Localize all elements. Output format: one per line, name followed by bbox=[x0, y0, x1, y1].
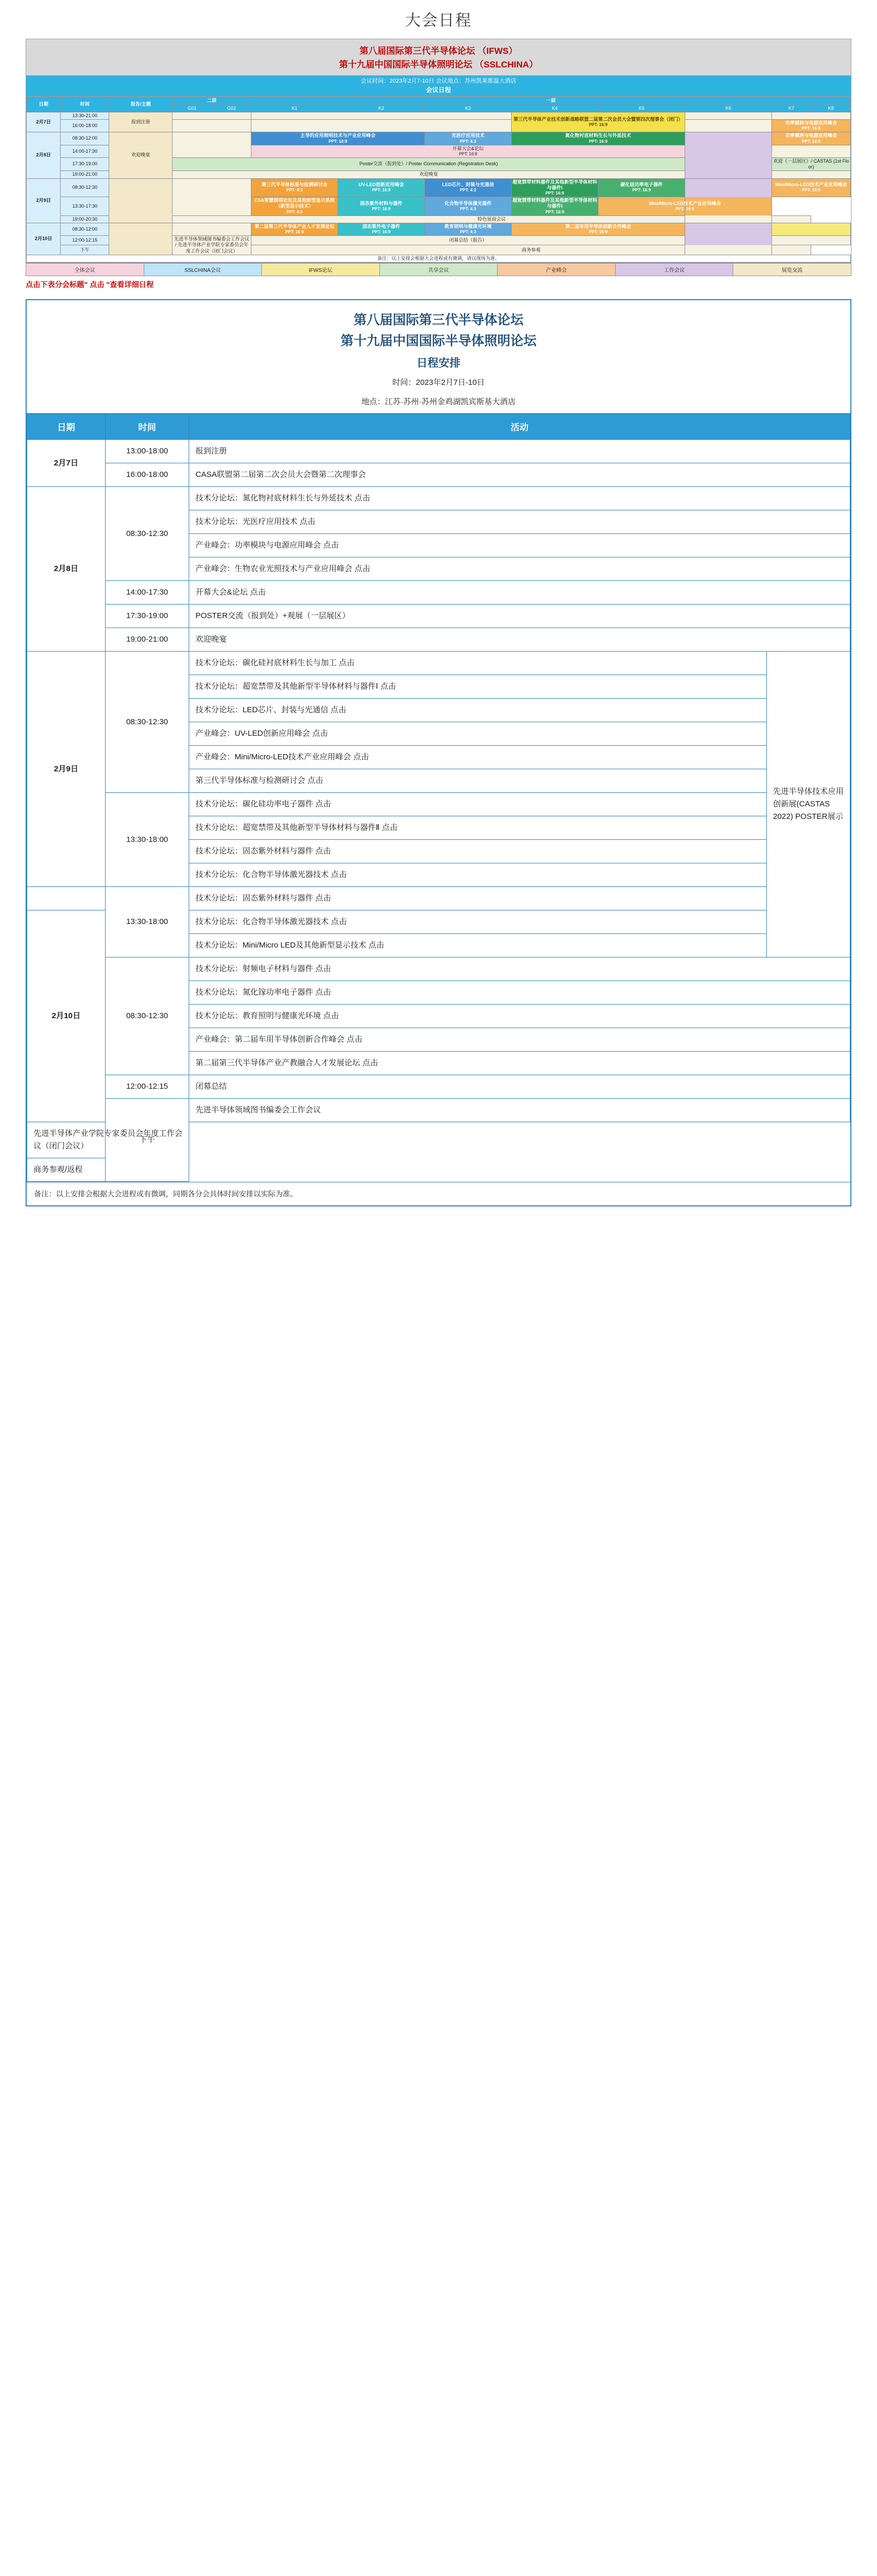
cell-blank-4 bbox=[771, 112, 850, 119]
cell-minimicro-summit-2-ppt: PPT: 16:9 bbox=[675, 206, 695, 211]
page-title: 大会日程 bbox=[405, 12, 472, 29]
click-label-0210-4[interactable]: 点击 bbox=[347, 1035, 363, 1044]
cell-compound-laser-label: 化合物半导体激光器件 bbox=[444, 200, 492, 206]
click-label-0209-8[interactable]: 点击 bbox=[382, 823, 398, 833]
row-time-0207-b: 16:00-18:00 bbox=[61, 120, 109, 132]
detail-title-line2: 第十九届中国国际半导体照明论坛 bbox=[340, 334, 537, 349]
row-time-0208-c: 17:30-19:00 bbox=[61, 157, 109, 171]
detail-activity-0210-5-label: 第二届第三代半导体产业产教融合人才发展论坛 bbox=[195, 1058, 361, 1068]
detail-activity-0208-3[interactable] bbox=[189, 534, 850, 557]
click-label-0209-10[interactable]: 点击 bbox=[331, 870, 347, 880]
row-date-0207: 2月7日 bbox=[27, 112, 61, 132]
cell-poster-exhibition[interactable] bbox=[771, 157, 850, 171]
cell-ultrawide-1-ppt: PPT: 16:9 bbox=[545, 191, 564, 196]
detail-time-0207-b: 16:00-18:00 bbox=[106, 463, 189, 487]
cell-photomed-summit-ppt: PPT: 18:9 bbox=[328, 139, 348, 144]
detail-activity-0208-3-label: 产业峰会：功率模块与电源应用峰会 bbox=[195, 541, 321, 550]
detail-activity-cont-2-label: 技术分论坛：化合物半导体激光器技术 bbox=[195, 917, 329, 927]
col-k4: K4 bbox=[512, 105, 598, 112]
detail-activity-0209-2[interactable] bbox=[189, 675, 767, 699]
poster-meta-line: 会议时间：2023年2月7-10日 会议地点：苏州凯莱都温大酒店 bbox=[361, 78, 516, 84]
click-label-0209-1[interactable]: 点击 bbox=[339, 658, 355, 668]
cell-uvled-summit-label: UV-LED创新应用峰会 bbox=[359, 182, 405, 188]
cell-sic-power[interactable] bbox=[598, 178, 685, 197]
cell-minimicro-summit-2-label: Mini/Micro-LED技术产业应用峰会 bbox=[649, 200, 721, 206]
cell-solid-uv-device-ppt: PPT: 16:9 bbox=[372, 230, 391, 235]
cell-compound-laser-ppt: PPT: 4:3 bbox=[459, 206, 477, 211]
detail-time: 时间：2023年2月7日-10日 bbox=[392, 378, 485, 387]
detail-time-0210-morning: 08:30-12:30 bbox=[106, 958, 189, 1075]
detail-title-line3: 日程安排 bbox=[417, 357, 460, 370]
cell-csa-smart-lighting[interactable] bbox=[251, 197, 338, 216]
cell-opening-plenary-ppt: PPT: 16:9 bbox=[459, 151, 477, 156]
detail-activity-registration: 报到注册 bbox=[189, 440, 850, 463]
cell-business-visit-label: 商务参观 bbox=[522, 247, 541, 253]
row-time-0209-a: 08:30-12:30 bbox=[61, 178, 109, 197]
col-k1: K1 bbox=[251, 105, 338, 112]
detail-activity-0210-2[interactable] bbox=[189, 981, 850, 1005]
cell-talent-forum[interactable] bbox=[251, 223, 338, 235]
table-row bbox=[27, 487, 850, 510]
cell-standard-workshop-label: 第三代半导体标准与检测研讨会 bbox=[261, 182, 328, 188]
cell-led-chip-label: LED芯片、封装与光通信 bbox=[442, 182, 494, 188]
detail-activity-cont-2[interactable] bbox=[189, 910, 767, 934]
cell-vendor-meeting-label: 特色展商会议 bbox=[477, 216, 506, 222]
graphic-schedule-header bbox=[26, 39, 851, 76]
detail-activity-dinner: 欢迎晚宴 bbox=[189, 628, 850, 652]
cell-photomed-tech-ppt: PPT: 4:3 bbox=[459, 139, 477, 144]
col-k7: K7 bbox=[771, 105, 811, 112]
detail-activity-0210-4-label: 产业峰会：第二届车用半导体创新合作峰会 bbox=[195, 1035, 345, 1044]
cell-photomed-summit[interactable] bbox=[251, 132, 425, 145]
cell-blank-5 bbox=[172, 120, 251, 132]
cell-solid-uv-device-label: 固态紫外电子器件 bbox=[362, 223, 400, 229]
col-floor2: 二层 bbox=[172, 97, 251, 105]
detail-activity-opening[interactable] bbox=[189, 581, 850, 605]
cell-exhibition-column bbox=[685, 132, 771, 178]
detail-time-0210-closing: 12:00-12:15 bbox=[106, 1075, 189, 1099]
cell-ultrawide-2-label: 超宽禁带材料器件及其他新型半导体材料与器件Ⅰ bbox=[512, 198, 597, 209]
cell-gan-substrate-ppt: PPT: 16:9 bbox=[588, 139, 608, 144]
detail-activity-0209-9[interactable] bbox=[189, 840, 767, 863]
table-row bbox=[27, 958, 850, 981]
cell-blank-13 bbox=[771, 236, 850, 245]
cell-reg-poster-0208-label: 欢迎晚宴 bbox=[131, 152, 151, 158]
cell-talent-forum-ppt: PPT: 16:9 bbox=[285, 230, 304, 235]
row-time-0208-a: 08:30-12:00 bbox=[61, 132, 109, 145]
col-floor1: 一层 bbox=[251, 97, 851, 105]
click-label-0210-3[interactable]: 点击 bbox=[323, 1011, 339, 1021]
cell-ultrawide-1[interactable] bbox=[512, 178, 598, 197]
detail-activity-0209-6-label: 第三代半导体标准与检测研讨会 bbox=[195, 776, 306, 785]
detail-col-activity: 活动 bbox=[189, 414, 850, 440]
click-label-0209-5[interactable]: 点击 bbox=[353, 753, 369, 762]
detail-activity-0209-8-label: 技术分论坛：超宽禁带及其他新型半导体材料与器件Ⅱ bbox=[195, 823, 380, 833]
cell-solid-uv-device[interactable] bbox=[338, 223, 425, 235]
cell-minimicro-summit-2[interactable] bbox=[598, 197, 772, 216]
click-label-0208-1[interactable]: 点击 bbox=[354, 494, 371, 503]
detail-activity-0209-6[interactable] bbox=[189, 769, 767, 793]
cell-poster-communication-label: Poster交流（报到处）/ Poster Communication (Registration Desk) bbox=[359, 161, 498, 167]
detail-side-castas: 先进半导体技术应用创新展(CASTAS 2022) POSTER展示 bbox=[767, 652, 850, 958]
cell-reg-0210 bbox=[109, 223, 172, 255]
cell-closing-summary-label: 闭幕总结（报告） bbox=[449, 237, 487, 243]
cell-auto-semiconductor-summit-ppt: PPT: 16:9 bbox=[588, 230, 608, 235]
detail-activity-cont-3[interactable] bbox=[189, 934, 767, 958]
cell-blank-11 bbox=[172, 178, 251, 215]
table-row bbox=[27, 132, 851, 145]
click-label-cont-3[interactable]: 点击 bbox=[368, 941, 384, 950]
detail-activity-cont-1[interactable] bbox=[189, 887, 767, 910]
col-g02: G02 bbox=[212, 105, 251, 112]
detail-table bbox=[27, 413, 850, 1182]
table-row bbox=[27, 112, 851, 119]
cell-ultrawide-2-ppt: PPT: 16:9 bbox=[545, 209, 564, 214]
click-label-cont-1[interactable]: 点击 bbox=[315, 894, 331, 903]
detail-time-0208-poster: 17:30-19:00 bbox=[106, 605, 189, 628]
table-header-row bbox=[27, 97, 851, 105]
detail-activity-0209-8[interactable] bbox=[189, 816, 767, 840]
detail-time-0209-morning: 08:30-12:30 bbox=[106, 652, 189, 793]
click-label-0209-4[interactable]: 点击 bbox=[312, 729, 328, 738]
detail-title-line1: 第八届国际第三代半导体论坛 bbox=[353, 313, 524, 328]
detail-activity-casa-meeting: CASA联盟第二届第二次会员大会暨第二次理事会 bbox=[189, 463, 850, 487]
row-date-0209: 2月9日 bbox=[27, 178, 61, 223]
cell-talent-forum-label: 第二届第三代半导体产业人才发展论坛 bbox=[255, 223, 335, 229]
col-k5: K5 bbox=[598, 105, 685, 112]
col-k8: K8 bbox=[811, 105, 851, 112]
cell-workmeetings bbox=[172, 236, 251, 255]
detail-activity-opening-label: 开幕大会&论坛 bbox=[195, 588, 248, 597]
cell-vendor-meeting bbox=[172, 215, 811, 223]
cell-workmeetings-label: 先进半导体领域图书编委会工作会议 / 先进半导体产业学院专家委员会年度工作会议（闭门会议） bbox=[174, 236, 250, 254]
cell-welcome-dinner bbox=[172, 171, 685, 178]
cell-blank-3 bbox=[685, 112, 771, 119]
cell-blank-2 bbox=[251, 112, 512, 119]
row-date-0208: 2月8日 bbox=[27, 132, 61, 178]
detail-activity-0210-5[interactable] bbox=[189, 1052, 850, 1075]
row-time-0208-d: 19:00-21:00 bbox=[61, 171, 109, 178]
click-label-0210-1[interactable]: 点击 bbox=[315, 964, 331, 974]
detail-activity-0209-4-label: 产业峰会：UV-LED创新应用峰会 bbox=[195, 729, 310, 738]
cell-power-module-summit-0208-label: 功率模块与电源应用峰会 bbox=[785, 133, 837, 139]
click-label-0210-5[interactable]: 点击 bbox=[362, 1058, 378, 1068]
detail-activity-0210-1-label: 技术分论坛：射频电子材料与器件 bbox=[195, 964, 314, 974]
row-date-0210: 2月10日 bbox=[27, 223, 61, 255]
cell-power-module-summit-0207[interactable] bbox=[771, 120, 850, 132]
click-label-0210-2[interactable]: 点击 bbox=[315, 988, 331, 997]
cell-registration: 报到注册 bbox=[109, 112, 172, 132]
cell-blank-12 bbox=[172, 223, 251, 235]
detail-activity-0210-2-label: 技术分论坛：氮化镓功率电子器件 bbox=[195, 988, 314, 997]
detail-activity-0209-7-label: 技术分论坛：碳化硅功率电子器件 bbox=[195, 800, 314, 809]
detail-date-0210: 2月10日 bbox=[27, 910, 106, 1122]
cell-auto-semiconductor-summit[interactable] bbox=[512, 223, 685, 235]
detail-activity-0209-10[interactable] bbox=[189, 863, 767, 887]
cell-power-module-summit-0208-ppt: PPT: 16:9 bbox=[802, 139, 821, 144]
detail-date-0207: 2月7日 bbox=[27, 440, 106, 487]
detail-activity-0210-4[interactable] bbox=[189, 1028, 850, 1052]
click-label-0209-2[interactable]: 点击 bbox=[380, 682, 396, 691]
detail-place: 地点：江苏·苏州·苏州金鸡湖凯宾斯基大酒店 bbox=[361, 397, 516, 407]
cell-csa-smart-lighting-ppt: PPT: 4:3 bbox=[286, 209, 303, 214]
detail-header bbox=[27, 300, 850, 413]
cell-uvled-summit[interactable] bbox=[338, 178, 425, 197]
detail-time-0208-afternoon: 14:00-17:30 bbox=[106, 581, 189, 605]
detail-header-row bbox=[27, 414, 850, 440]
cell-power-module-summit-0208[interactable] bbox=[771, 132, 850, 145]
detail-activity-0210-3[interactable] bbox=[189, 1005, 850, 1028]
detail-activity-0209-5[interactable] bbox=[189, 746, 767, 769]
cell-minimicro-summit[interactable] bbox=[771, 178, 850, 197]
click-label-opening[interactable]: 点击 bbox=[250, 588, 266, 597]
detail-activity-cont-3-label: 技术分论坛：Mini/Micro LED及其他新型显示技术 bbox=[195, 941, 366, 950]
poster-schedule-label: 会议日程 bbox=[425, 86, 451, 94]
cell-welcome-dinner-label: 欢迎晚宴 bbox=[419, 172, 438, 177]
click-label-0209-3[interactable]: 点击 bbox=[330, 705, 347, 715]
detail-activity-0208-2[interactable] bbox=[189, 510, 850, 534]
legend-exhibition[interactable]: 展览交流 bbox=[733, 264, 851, 276]
cell-blank-6 bbox=[251, 120, 512, 132]
poster-title-line2: 第十九届中国国际半导体照明论坛 （SSLCHINA） bbox=[339, 59, 538, 70]
cell-casa-member-meeting-label: 第三代半导体产业技术创新战略联盟二届第二次会员大会暨第四次理事会（闭门） bbox=[513, 116, 683, 122]
cell-reg-0209 bbox=[109, 178, 172, 223]
detail-activity-0209-9-label: 技术分论坛：固态紫外材料与器件 bbox=[195, 847, 314, 856]
legend-shared[interactable]: 共享会议 bbox=[379, 264, 498, 276]
detail-activity-pm-3: 商务参观/返程 bbox=[27, 1158, 189, 1182]
row-time-0210-b: 12:00-12:15 bbox=[61, 236, 109, 245]
cell-education-lighting-ppt: PPT: 4:3 bbox=[459, 230, 477, 235]
detail-activity-0209-3[interactable] bbox=[189, 699, 767, 722]
cell-blank-10 bbox=[771, 171, 850, 178]
cell-led-chip-ppt: PPT: 4:3 bbox=[459, 188, 477, 193]
poster-note-row bbox=[27, 255, 851, 262]
cell-sic-power-label: 碳化硅功率电子器件 bbox=[620, 182, 663, 188]
detail-activity-0209-7[interactable] bbox=[189, 793, 767, 816]
detail-activity-pm-1: 先进半导体领域图书编委会工作会议 bbox=[189, 1099, 850, 1122]
row-time-0207-a: 13:30-21:00 bbox=[61, 112, 109, 119]
detail-col-time: 时间 bbox=[106, 414, 189, 440]
detail-activity-0210-3-label: 技术分论坛：教育照明与健康光环境 bbox=[195, 1011, 321, 1021]
detail-activity-cont-1-label: 技术分论坛：固态紫外材料与器件 bbox=[195, 894, 314, 903]
cell-photomed-tech[interactable] bbox=[425, 132, 512, 145]
col-k2: K2 bbox=[338, 105, 425, 112]
poster-subheader bbox=[26, 76, 851, 97]
graphic-schedule bbox=[26, 39, 851, 263]
table-row bbox=[27, 581, 850, 605]
cell-casa-member-meeting-ppt: PPT: 16:9 bbox=[588, 122, 608, 128]
cell-ultrawide-1-label: 超宽禁带材料器件及其他新型半导体材料与器件Ⅰ bbox=[512, 179, 597, 190]
cell-blank-7 bbox=[685, 120, 771, 132]
detail-footer-note: 备注：以上安排会根据大会进程或有微调，同期各分会具体时间安排以实际为准。 bbox=[27, 1182, 850, 1205]
col-topic: 报告/主题 bbox=[109, 97, 172, 112]
detail-activity-0209-3-label: 技术分论坛：LED芯片、封装与光通信 bbox=[195, 705, 329, 715]
cell-standard-workshop[interactable] bbox=[251, 178, 338, 197]
detail-activity-0209-5-label: 产业峰会：Mini/Micro-LED技术产业应用峰会 bbox=[195, 753, 351, 762]
row-time-0210-c: 下午 bbox=[61, 245, 109, 255]
detail-time-0208-morning: 08:30-12:30 bbox=[106, 487, 189, 581]
detail-time-cont: 13:30-18:00 bbox=[106, 887, 189, 958]
cell-closing-summary bbox=[251, 236, 685, 245]
cell-education-lighting[interactable] bbox=[425, 223, 512, 235]
table-row bbox=[27, 887, 850, 910]
row-time-0209-b: 13:30-17:30 bbox=[61, 197, 109, 216]
detail-time-0210-pm: 下午 bbox=[106, 1099, 189, 1182]
cell-auto-semiconductor-summit-label: 第二届车用半导体创新合作峰会 bbox=[565, 223, 631, 229]
cell-blank-9 bbox=[771, 145, 850, 157]
cell-minimicro-summit-label: Mini/Micro-LED技术产业应用峰会 bbox=[775, 182, 847, 188]
click-label-0209-9[interactable]: 点击 bbox=[315, 847, 331, 856]
cell-sic-power-ppt: PPT: 16:9 bbox=[632, 188, 651, 193]
detail-activity-0208-4-label: 产业峰会：生物农业光照技术与产业应用峰会 bbox=[195, 564, 353, 574]
detail-col-date: 日期 bbox=[27, 414, 106, 440]
cell-power-module-summit-0207-ppt: PPT: 16:9 bbox=[802, 126, 821, 131]
detail-activity-0208-2-label: 技术分论坛：光医疗应用技术 bbox=[195, 517, 298, 527]
click-label-0209-7[interactable]: 点击 bbox=[315, 800, 331, 809]
detail-activity-0209-10-label: 技术分论坛：化合物半导体激光器技术 bbox=[195, 870, 329, 880]
table-row bbox=[27, 793, 850, 816]
cell-power-module-summit-0207-label: 功率模块与电源应用峰会 bbox=[785, 120, 837, 126]
table-row bbox=[27, 652, 850, 675]
col-date: 日期 bbox=[27, 97, 61, 112]
poster-title-line1: 第八届国际第三代半导体论坛 （IFWS） bbox=[359, 46, 518, 56]
poster-note: 备注：以上安排会根据大会进程或有微调，请以现场为准。 bbox=[27, 255, 851, 262]
detail-activity-0208-1-label: 技术分论坛：氮化物衬底材料生长与外延技术 bbox=[195, 494, 353, 503]
detail-date-blank bbox=[27, 887, 106, 910]
detail-activity-pm-2: 先进半导体产业学院专家委员会年度工作会议（闭门会议） bbox=[27, 1122, 189, 1158]
cell-education-lighting-label: 教育照明与健康光环境 bbox=[444, 223, 492, 229]
col-time: 时间 bbox=[61, 97, 109, 112]
cell-poster-exhibition-label: 欢迎（一层展区）/ CASTAS (1st Floor) bbox=[773, 158, 849, 170]
table-row bbox=[27, 628, 850, 652]
col-g01: G01 bbox=[172, 105, 212, 112]
col-k6: K6 bbox=[685, 105, 771, 112]
table-row bbox=[27, 463, 850, 487]
click-label-0209-6[interactable]: 点击 bbox=[307, 776, 324, 785]
detail-time-0209-afternoon: 13:30-18:00 bbox=[106, 793, 189, 887]
cell-poster-communication[interactable] bbox=[172, 157, 685, 171]
detail-schedule bbox=[26, 299, 851, 1206]
cell-standard-workshop-ppt: PPT: 4:3 bbox=[286, 188, 303, 193]
detail-activity-0209-4[interactable] bbox=[189, 722, 767, 746]
cell-minimicro-summit-ppt: PPT: 16:9 bbox=[802, 188, 821, 193]
detail-time-0208-dinner: 19:00-21:00 bbox=[106, 628, 189, 652]
legend-sslchina[interactable]: SSLCHINA会议 bbox=[144, 264, 262, 276]
cell-csa-smart-lighting-label: CSA智慧照明论坛及其他新型显示系统（新型显示技术） bbox=[254, 198, 335, 209]
cell-casa-member-meeting[interactable] bbox=[512, 112, 685, 132]
row-time-0209-c: 19:00-20:30 bbox=[61, 215, 109, 223]
detail-time-0207-a: 13:00-18:00 bbox=[106, 440, 189, 463]
click-hint: 点击下表分会标题" 点击 "查看详细日程 bbox=[26, 280, 154, 289]
row-time-0208-b: 14:00-17:30 bbox=[61, 145, 109, 157]
cell-blank-1 bbox=[172, 112, 251, 119]
detail-date-0209: 2月9日 bbox=[27, 652, 106, 887]
detail-activity-0209-1[interactable] bbox=[189, 652, 767, 675]
cell-ultrawide-2[interactable] bbox=[512, 197, 598, 216]
detail-activity-closing: 闭幕总结 bbox=[189, 1075, 850, 1099]
cell-led-chip[interactable] bbox=[425, 178, 512, 197]
detail-activity-0208-1[interactable] bbox=[189, 487, 850, 510]
cell-solid-uv-ppt: PPT: 16:9 bbox=[372, 206, 391, 211]
cell-opening-plenary[interactable] bbox=[251, 145, 685, 157]
cell-photomed-summit-label: 主导的应用照明技术与产业应用峰会 bbox=[300, 133, 376, 139]
legend-ifws[interactable]: IFWS论坛 bbox=[262, 264, 380, 276]
table-row bbox=[27, 440, 850, 463]
detail-activity-0209-1-label: 技术分论坛：碳化硅衬底材料生长与加工 bbox=[195, 658, 337, 668]
click-label-0208-4[interactable]: 点击 bbox=[354, 564, 371, 574]
cell-blank-8 bbox=[172, 132, 251, 158]
detail-activity-0210-1[interactable] bbox=[189, 958, 850, 981]
cell-solid-uv-label: 固态紫外材料与器件 bbox=[360, 200, 403, 206]
click-label-0208-2[interactable]: 点击 bbox=[299, 517, 316, 527]
page-root bbox=[0, 0, 877, 1206]
cell-gan-substrate[interactable] bbox=[512, 132, 685, 145]
detail-activity-poster: POSTER交流（报到处）+观展（一层展区） bbox=[189, 605, 850, 628]
cell-closing-side bbox=[771, 223, 850, 235]
click-label-0208-3[interactable]: 点击 bbox=[323, 541, 339, 550]
detail-date-0208: 2月8日 bbox=[27, 487, 106, 652]
cell-reg-poster-0208 bbox=[109, 132, 172, 178]
cell-opening-plenary-label: 开幕大会&论坛 bbox=[452, 145, 484, 151]
cell-gan-substrate-label: 氮化物衬底材料生长与外延技术 bbox=[565, 133, 631, 139]
table-row bbox=[27, 223, 851, 235]
legend-bar bbox=[26, 263, 851, 276]
cell-solid-uv[interactable] bbox=[338, 197, 425, 216]
legend-industry-summit[interactable]: 产业峰会 bbox=[498, 264, 616, 276]
detail-activity-0208-4[interactable] bbox=[189, 557, 850, 581]
table-row bbox=[27, 605, 850, 628]
cell-compound-laser[interactable] bbox=[425, 197, 512, 216]
graphic-schedule-table bbox=[26, 97, 851, 263]
table-row bbox=[27, 1158, 850, 1182]
row-time-0210-a: 08:30-12:00 bbox=[61, 223, 109, 235]
legend-work-meeting[interactable]: 工作会议 bbox=[615, 264, 733, 276]
table-row bbox=[27, 1075, 850, 1099]
col-k3: K3 bbox=[425, 105, 512, 112]
cell-business-visit bbox=[251, 245, 811, 255]
table-row bbox=[27, 178, 851, 197]
cell-photomed-tech-label: 光医疗应用技术 bbox=[452, 133, 485, 139]
table-row bbox=[27, 1099, 850, 1122]
click-label-cont-2[interactable]: 点击 bbox=[331, 917, 347, 927]
cell-uvled-summit-ppt: PPT: 16:9 bbox=[372, 188, 391, 193]
detail-activity-0209-2-label: 技术分论坛：超宽禁带及其他新型半导体材料与器件Ⅰ bbox=[195, 682, 378, 691]
legend-plenary[interactable]: 全体会议 bbox=[26, 264, 144, 276]
